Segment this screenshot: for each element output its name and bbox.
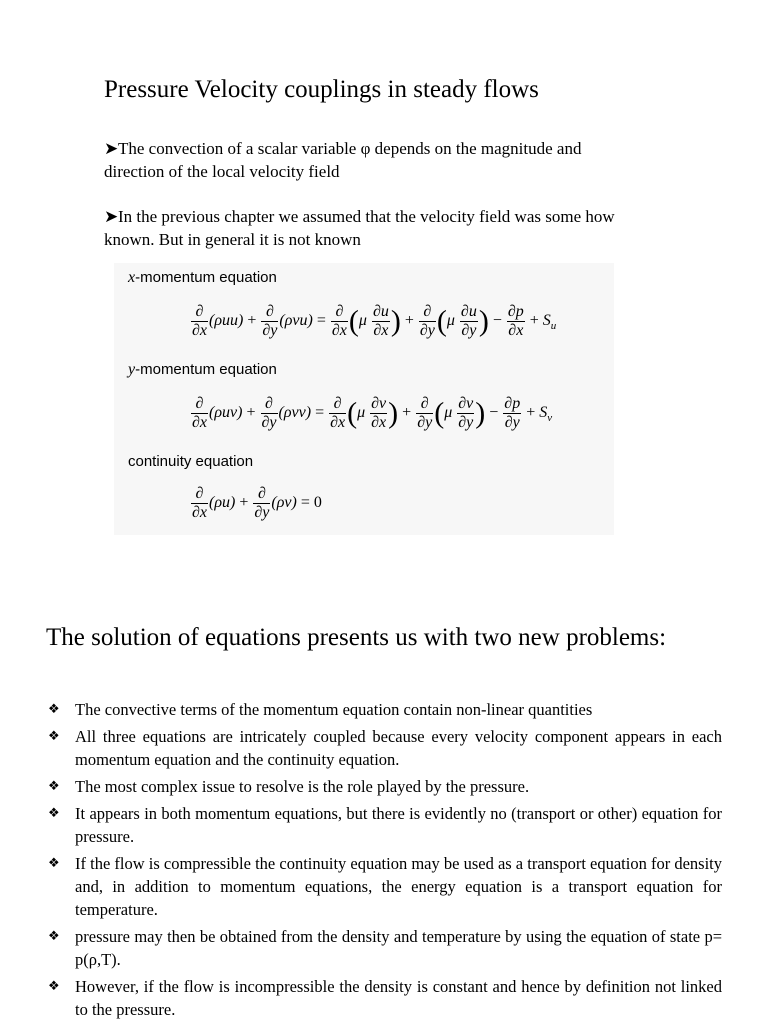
intro-paragraph-2: [104, 205, 624, 251]
list-item: ❖ It appears in both momentum equations, but there is evidently no (transport or other) equation for pressure.: [48, 804, 722, 846]
list-item: ❖ pressure may then be obtained from the density and temperature by using the equation of state p= p(ρ,T).: [48, 927, 722, 969]
intro-text-2: In the previous chapter we assumed that the velocity field was some how known. But in general it is not known: [104, 207, 615, 249]
intro-paragraph-1: [104, 137, 624, 183]
list-item: ❖ However, if the flow is incompressible the density is constant and hence by definition not linked to the pressure.: [48, 977, 722, 1019]
diamond-bullet-icon: ❖: [48, 979, 60, 994]
list-item: ❖ If the flow is compressible the continuity equation may be used as a transport equation for density and, in addition to momentum equations, the energy equation is a transport equation for temperature.: [48, 854, 723, 919]
diamond-bullet-icon: ❖: [48, 806, 60, 821]
section-heading: The solution of equations presents us with two new problems:: [46, 624, 667, 651]
arrow-bullet-icon: ➤: [104, 207, 119, 226]
diamond-bullet-icon: ❖: [48, 729, 60, 744]
problems-list: [46, 698, 722, 1025]
diamond-bullet-icon: ❖: [48, 779, 60, 794]
y-momentum-label: y-momentum equation: [128, 361, 277, 378]
list-item: ❖ The convective terms of the momentum equation contain non-linear quantities: [48, 700, 593, 719]
diamond-bullet-icon: ❖: [48, 702, 60, 717]
list-item: ❖ The most complex issue to resolve is the role played by the pressure.: [48, 777, 530, 796]
y-momentum-equation: $\frac{\partial}{\partial x}$ (ρuv) + $\frac{\partial}{\partial y}$ (ρvv) = $\frac{\partial}{\partial x}$ (μ $\frac{\partial v}{\partial x}$ ) + $\frac{\partial}{\partial y}$ (μ $\frac{\partial v}{\partial y}$ ) − $\frac{\partial p}{\partial y}$ + $S_v$: [192, 395, 553, 431]
page-title: Pressure Velocity couplings in steady flows: [104, 76, 539, 103]
diamond-bullet-icon: ❖: [48, 929, 60, 944]
intro-text-1: The convection of a scalar variable φ depends on the magnitude and direction of the local velocity field: [104, 139, 582, 181]
x-momentum-label: x-momentum equation: [128, 269, 277, 286]
list-item: ❖ All three equations are intricately coupled because every velocity component appears in each momentum equation and the continuity equation.: [48, 727, 722, 769]
continuity-label: continuity equation: [128, 453, 254, 470]
x-momentum-equation: $\frac{\partial}{\partial x}$ (ρuu) + $\frac{\partial}{\partial y}$ (ρvu) = $\frac{\partial}{\partial x}$ (μ $\frac{\partial u}{\partial x}$ ) + $\frac{\partial}{\partial y}$ (μ $\frac{\partial u}{\partial y}$ ) − $\frac{\partial p}{\partial x}$ + $S_u$: [192, 303, 557, 339]
equations-figure: [114, 263, 614, 535]
continuity-equation: $\frac{\partial}{\partial x}$ (ρu) + $\frac{\partial}{\partial y}$ (ρv) = 0: [192, 485, 322, 521]
arrow-bullet-icon: ➤: [104, 139, 119, 158]
diamond-bullet-icon: ❖: [48, 856, 60, 871]
